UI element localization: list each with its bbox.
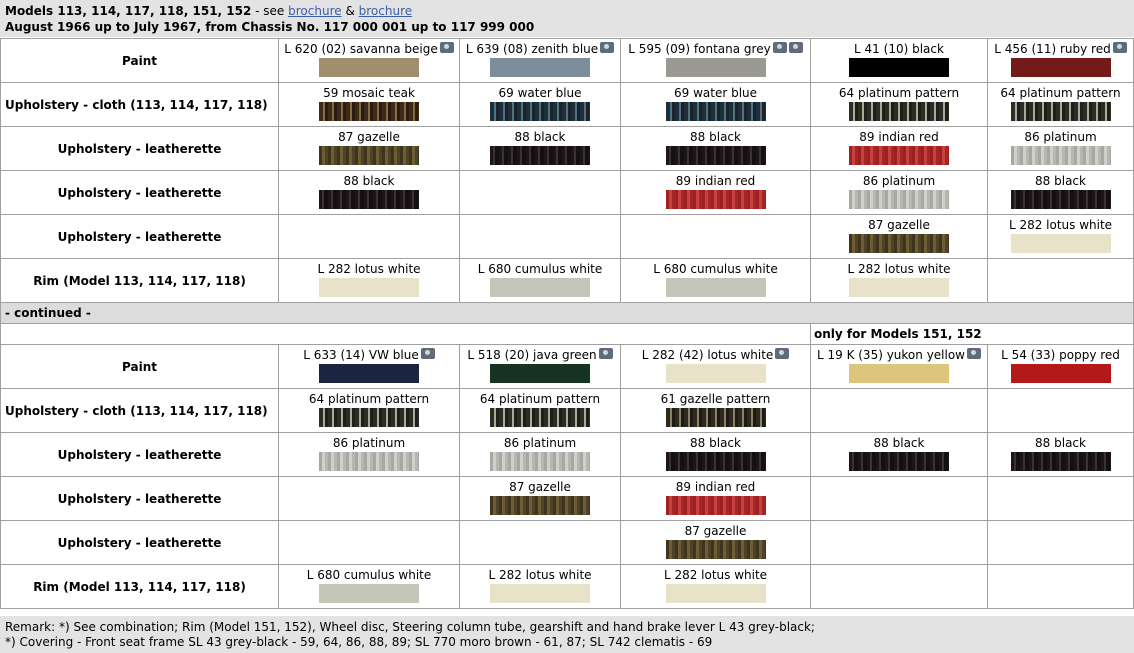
row-label-leatherette: Upholstery - leatherette — [1, 521, 279, 565]
leatherette-label: 88 black — [873, 436, 925, 450]
paint-swatch — [490, 58, 590, 77]
camera-icon[interactable] — [1113, 42, 1127, 53]
cloth-swatch — [849, 102, 949, 121]
paint-label: L 595 (09) fontana grey — [628, 42, 771, 56]
cloth-swatch — [319, 102, 419, 121]
leatherette-label: 87 gazelle — [868, 218, 930, 232]
paint-label: L 19 K (35) yukon yellow — [816, 348, 965, 362]
leatherette-swatch — [1011, 146, 1111, 165]
paint-label: L 518 (20) java green — [467, 348, 597, 362]
remark-footer — [0, 616, 1134, 653]
paint-label: L 639 (08) zenith blue — [465, 42, 599, 56]
only-for-models-note: only for Models 151, 152 — [811, 324, 1134, 345]
rim-swatch — [849, 278, 949, 297]
paint-swatch — [490, 364, 590, 383]
rim-label: L 680 cumulus white — [477, 262, 603, 276]
camera-icon[interactable] — [775, 348, 789, 359]
leatherette-label: 89 indian red — [675, 480, 756, 494]
paint-label: L 282 (42) lotus white — [641, 348, 774, 362]
blank-cell — [1, 324, 811, 345]
rim-label: L 282 lotus white — [663, 568, 768, 582]
header-line-1 — [5, 4, 412, 18]
leatherette-label: 88 black — [690, 436, 741, 450]
empty-cell — [988, 521, 1133, 564]
leatherette-swatch — [490, 452, 590, 471]
leatherette-swatch — [666, 496, 766, 515]
header-amp: & — [341, 4, 359, 18]
leatherette-swatch — [666, 190, 766, 209]
empty-cell — [460, 521, 620, 564]
leatherette-label: 86 platinum — [1024, 130, 1097, 144]
rim-swatch — [319, 584, 419, 603]
leatherette-swatch — [1011, 452, 1111, 471]
row-label-leatherette: Upholstery - leatherette — [1, 477, 279, 521]
paint-label: L 54 (33) poppy red — [1001, 348, 1120, 362]
leatherette-swatch — [319, 452, 419, 471]
rim-label: L 282 lotus white — [488, 568, 592, 582]
cloth-label: 69 water blue — [673, 86, 758, 100]
paint-swatch — [1011, 364, 1111, 383]
camera-icon[interactable] — [789, 42, 803, 53]
row-label-leatherette: Upholstery - leatherette — [1, 127, 279, 171]
paint-swatch — [849, 58, 949, 77]
empty-cell — [279, 477, 459, 520]
leatherette-swatch — [849, 452, 949, 471]
row-label-paint: Paint — [1, 39, 279, 83]
leatherette-label: 89 indian red — [859, 130, 939, 144]
cloth-swatch — [490, 408, 590, 427]
paint-label: L 620 (02) savanna beige — [284, 42, 438, 56]
leatherette-label: 88 black — [1035, 174, 1086, 188]
leatherette-label: 86 platinum — [332, 436, 406, 450]
leatherette-label: 86 platinum — [503, 436, 577, 450]
rim-label: L 680 cumulus white — [653, 262, 778, 276]
camera-icon[interactable] — [967, 348, 981, 359]
rim-swatch — [666, 584, 766, 603]
paint-swatch — [849, 364, 949, 383]
brochure-link-2[interactable]: brochure — [358, 4, 413, 18]
empty-cell — [988, 477, 1133, 520]
empty-cell — [621, 215, 810, 258]
paint-label: L 41 (10) black — [854, 42, 944, 56]
leatherette-swatch — [666, 452, 766, 471]
page-header — [0, 0, 1134, 37]
paint-swatch — [666, 364, 766, 383]
camera-icon[interactable] — [599, 348, 613, 359]
camera-icon[interactable] — [600, 42, 614, 53]
paint-swatch — [666, 58, 766, 77]
paint-swatch — [319, 58, 419, 77]
leatherette-swatch — [1011, 190, 1111, 209]
row-label-cloth: Upholstery - cloth (113, 114, 117, 118) — [1, 83, 279, 127]
combination-table — [0, 38, 1134, 609]
leatherette-swatch — [849, 190, 949, 209]
leatherette-label: 88 black — [514, 130, 566, 144]
empty-cell — [988, 259, 1133, 302]
paint-label: L 456 (11) ruby red — [994, 42, 1111, 56]
empty-cell — [988, 565, 1133, 608]
continued-separator: - continued - — [1, 303, 1134, 324]
models-title: Models 113, 114, 117, 118, 151, 152 — [5, 4, 252, 18]
rim-swatch — [490, 278, 590, 297]
leatherette-swatch — [849, 234, 949, 253]
rim-label: L 680 cumulus white — [306, 568, 432, 582]
rim-swatch — [666, 278, 766, 297]
header-sep: - see — [251, 4, 289, 18]
empty-cell — [988, 389, 1133, 432]
paint-swatch — [1011, 58, 1111, 77]
cloth-label: 61 gazelle pattern — [660, 392, 771, 406]
row-label-leatherette: Upholstery - leatherette — [1, 215, 279, 259]
cloth-swatch — [666, 408, 766, 427]
remark-line-2: *) Covering - Front seat frame SL 43 grey-black - 59, 64, 86, 88, 89; SL 770 moro brown - 61, 87; SL 742 clematis - 69 — [5, 635, 713, 649]
rim-swatch — [319, 278, 419, 297]
empty-cell — [811, 477, 987, 520]
cloth-label: 59 mosaic teak — [323, 86, 415, 100]
cloth-label: 64 platinum pattern — [479, 392, 601, 406]
leatherette-swatch — [490, 496, 590, 515]
row-label-paint: Paint — [1, 345, 279, 389]
row-label-cloth: Upholstery - cloth (113, 114, 117, 118) — [1, 389, 279, 433]
cloth-label: 69 water blue — [498, 86, 582, 100]
rim-swatch — [490, 584, 590, 603]
leatherette-swatch — [666, 146, 766, 165]
row-label-leatherette: Upholstery - leatherette — [1, 433, 279, 477]
leatherette-swatch — [1011, 234, 1111, 253]
cloth-swatch — [319, 408, 419, 427]
leatherette-label: 87 gazelle — [684, 524, 747, 538]
empty-cell — [460, 215, 620, 258]
row-label-rim: Rim (Model 113, 114, 117, 118) — [1, 565, 279, 609]
leatherette-label: 87 gazelle — [509, 480, 571, 494]
paint-label: L 633 (14) VW blue — [303, 348, 419, 362]
cloth-label: 64 platinum pattern — [838, 86, 960, 100]
leatherette-label: 88 black — [1035, 436, 1086, 450]
empty-cell — [460, 171, 620, 214]
rim-label: L 282 lotus white — [317, 262, 421, 276]
empty-cell — [811, 521, 987, 564]
paint-swatch — [319, 364, 419, 383]
row-label-rim: Rim (Model 113, 114, 117, 118) — [1, 259, 279, 303]
brochure-link-1[interactable]: brochure — [288, 4, 342, 18]
cloth-swatch — [490, 102, 590, 121]
camera-icon[interactable] — [773, 42, 787, 53]
leatherette-swatch — [490, 146, 590, 165]
cloth-swatch — [666, 102, 766, 121]
cloth-swatch — [1011, 102, 1111, 121]
empty-cell — [811, 389, 987, 432]
empty-cell — [811, 565, 987, 608]
leatherette-swatch — [319, 190, 419, 209]
camera-icon[interactable] — [421, 348, 435, 359]
leatherette-swatch — [666, 540, 766, 559]
leatherette-swatch — [319, 146, 419, 165]
leatherette-label: L 282 lotus white — [1008, 218, 1113, 232]
cloth-label: 64 platinum pattern — [1000, 86, 1121, 100]
leatherette-swatch — [849, 146, 949, 165]
leatherette-label: 88 black — [690, 130, 741, 144]
leatherette-label: 89 indian red — [675, 174, 756, 188]
cloth-label: 64 platinum pattern — [308, 392, 430, 406]
leatherette-label: 88 black — [343, 174, 395, 188]
row-label-leatherette: Upholstery - leatherette — [1, 171, 279, 215]
leatherette-label: 87 gazelle — [338, 130, 400, 144]
header-line-2: August 1966 up to July 1967, from Chassis No. 117 000 001 up to 117 999 000 — [5, 20, 535, 34]
empty-cell — [279, 215, 459, 258]
empty-cell — [279, 521, 459, 564]
rim-label: L 282 lotus white — [847, 262, 951, 276]
remark-line-1: Remark: *) See combination; Rim (Model 151, 152), Wheel disc, Steering column tube, gearshift and hand brake lever L 43 grey-black; — [5, 620, 815, 634]
leatherette-label: 86 platinum — [862, 174, 936, 188]
camera-icon[interactable] — [440, 42, 454, 53]
